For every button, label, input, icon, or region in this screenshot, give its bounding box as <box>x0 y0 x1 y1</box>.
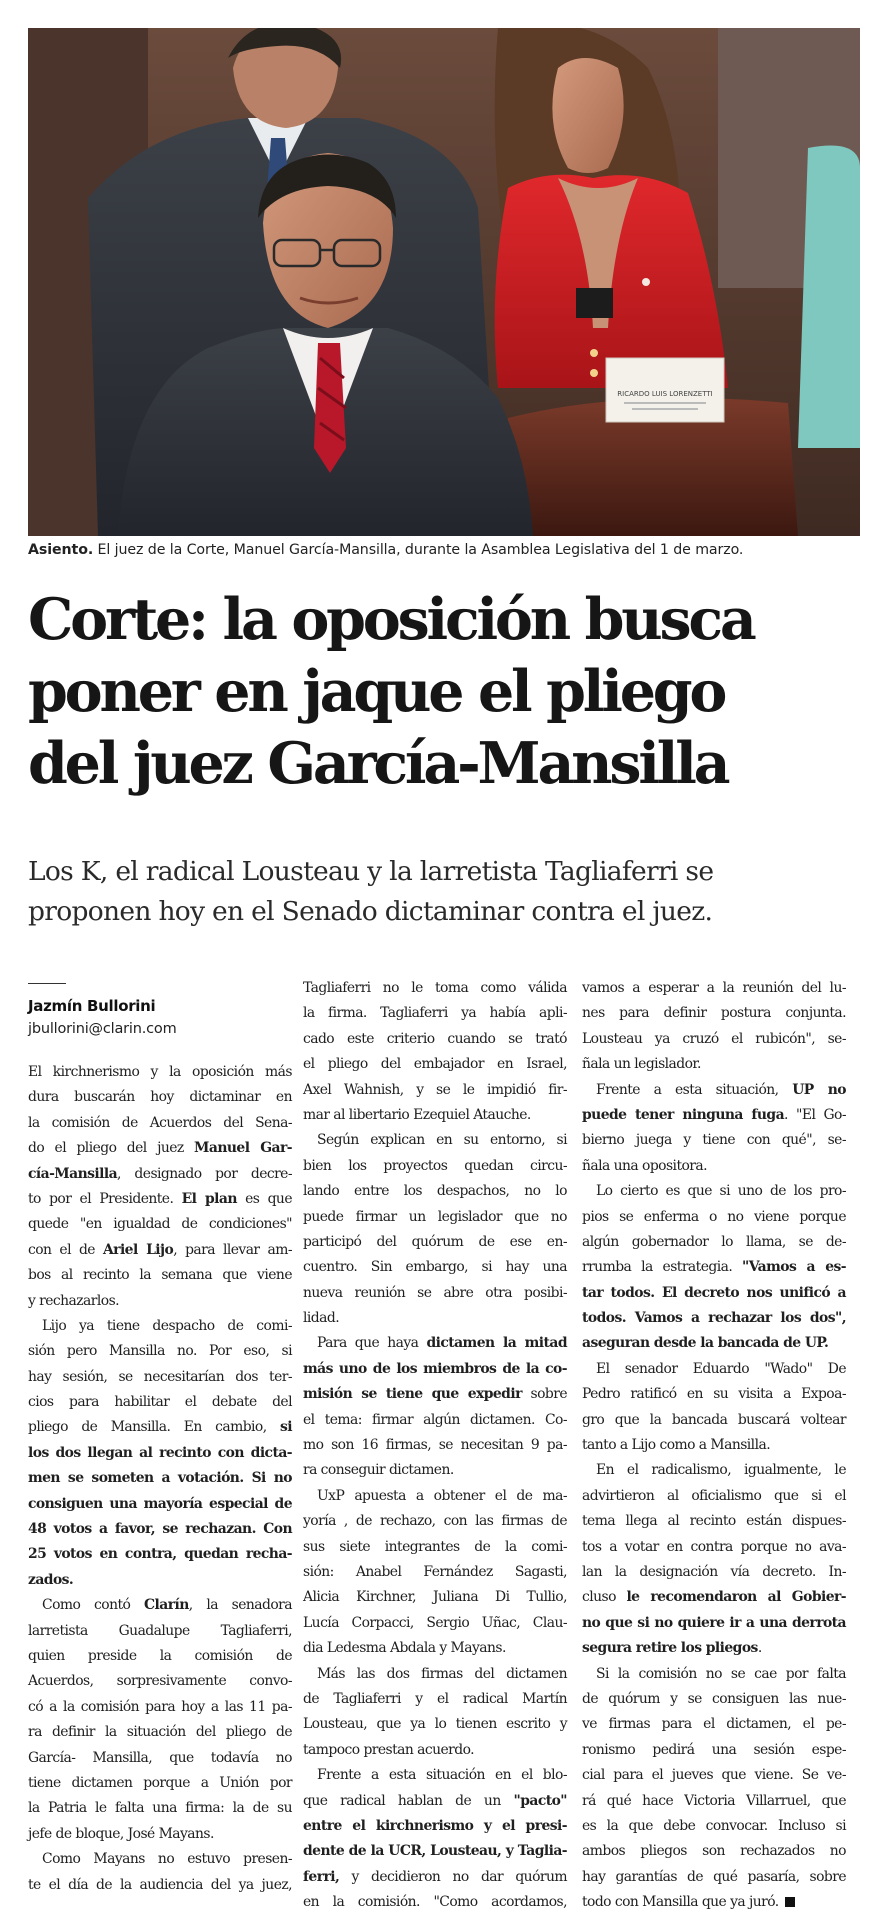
bold-text: cía-Mansilla <box>28 1165 118 1182</box>
byline-divider <box>28 983 66 984</box>
article-line <box>28 1644 292 1669</box>
body-text: ve firmas para el dictamen, el pe- <box>582 1716 846 1733</box>
body-text: Pedro ratificó en su visita a Expoa- <box>582 1386 846 1403</box>
bold-text: ferri, <box>303 1868 340 1885</box>
body-text: tema llega al recinto están dispues- <box>582 1513 846 1530</box>
bold-text: aseguran desde la bancada de UP. <box>582 1335 829 1352</box>
article-column-1 <box>28 1060 292 1898</box>
body-text: que radical hablan de un <box>303 1792 514 1809</box>
body-text: puede firmar un legislador que no <box>303 1208 567 1225</box>
article-line <box>303 1382 567 1407</box>
article-line <box>303 1509 567 1534</box>
body-text: , para llevar am- <box>173 1241 292 1258</box>
body-text: ambos pliegos son rechazados no <box>582 1843 846 1860</box>
article-line <box>303 1255 567 1280</box>
article-line <box>582 1839 846 1864</box>
body-text: ñala una opositora. <box>582 1157 707 1174</box>
article-line <box>303 1611 567 1636</box>
body-text: tanto a Lijo como a Mansilla. <box>582 1437 771 1454</box>
body-text: cado este criterio cuando se trató <box>303 1030 567 1047</box>
bold-text: dente de la UCR, Lousteau, y Taglia- <box>303 1843 567 1860</box>
placard-text: RICARDO LUIS LORENZETTI <box>617 390 713 398</box>
body-text: la Patria le falta una firma: la de su <box>28 1800 292 1817</box>
body-text: larretista Guadalupe Tagliaferri, <box>28 1622 292 1639</box>
article-line <box>28 1238 292 1263</box>
body-text: . "El Go- <box>784 1106 847 1123</box>
bold-text: puede tener ninguna fuga <box>582 1106 785 1123</box>
article-photo <box>28 28 860 536</box>
bold-text: tar todos. El decreto nos unificó a <box>582 1284 846 1301</box>
body-text: Para que haya <box>317 1335 427 1352</box>
body-text: de Tagliaferri y el radical Martín <box>303 1690 567 1707</box>
article-line <box>28 1822 292 1847</box>
article-line <box>303 1585 567 1610</box>
article-line <box>582 1814 846 1839</box>
article-line <box>303 1763 567 1788</box>
article-line <box>28 1796 292 1821</box>
article-line <box>582 1865 846 1890</box>
article-line <box>582 1103 846 1128</box>
article-line <box>582 1636 846 1661</box>
body-text: cios para habilitar el debate del <box>28 1394 292 1411</box>
article-line <box>303 1128 567 1153</box>
article-line <box>28 1517 292 1542</box>
body-text: Axel Wahnish, y se le impidió fir- <box>303 1081 567 1098</box>
article-line <box>303 1738 567 1763</box>
body-text: rrumba la estrategia. <box>582 1259 743 1276</box>
article-line <box>28 1365 292 1390</box>
article-line <box>28 1111 292 1136</box>
article-line <box>303 1331 567 1356</box>
article-line <box>303 1357 567 1382</box>
article-line <box>582 1585 846 1610</box>
article-line <box>303 1484 567 1509</box>
bold-text: Manuel Gar- <box>194 1140 292 1157</box>
article-line <box>303 1636 567 1661</box>
article-line <box>28 1695 292 1720</box>
article-line <box>303 1052 567 1077</box>
body-text: Lijo ya tiene despacho de comi- <box>42 1317 292 1334</box>
body-text: el pliego del embajador en Israel, <box>303 1056 567 1073</box>
article-line <box>582 1382 846 1407</box>
body-text: mar al libertario Ezequiel Atauche. <box>303 1106 531 1123</box>
body-text: tampoco prestan acuerdo. <box>303 1741 475 1758</box>
body-text: dia Ledesma Abdala y Mayans. <box>303 1640 506 1657</box>
body-text: vamos a esperar a la reunión del lu- <box>582 980 846 996</box>
article-line <box>28 1289 292 1314</box>
article-line <box>28 1162 292 1187</box>
body-text: do el pliego del juez <box>28 1140 195 1157</box>
bold-text: misión se tiene que expedir <box>303 1386 522 1403</box>
body-text: , designado por decre- <box>117 1165 292 1182</box>
body-text: y decidieron no dar quórum <box>339 1868 567 1885</box>
article-line <box>28 1771 292 1796</box>
article-line <box>582 1179 846 1204</box>
article-line <box>28 1720 292 1745</box>
body-text: cuentro. Sin embargo, si hay una <box>303 1259 567 1276</box>
bold-text: 25 votos en contra, quedan recha- <box>28 1546 292 1563</box>
article-line <box>28 1060 292 1085</box>
article-line <box>28 1746 292 1771</box>
article-line <box>582 1205 846 1230</box>
bold-text: si <box>280 1419 292 1436</box>
article-line <box>303 1662 567 1687</box>
body-text: es la que debe convocar. Incluso si <box>582 1817 846 1834</box>
body-text: Lousteau ya cruzó el rubicón", se- <box>582 1030 846 1047</box>
article-line <box>303 1535 567 1560</box>
article-column-3 <box>582 976 846 1915</box>
article-line <box>303 1560 567 1585</box>
article-line <box>28 1847 292 1872</box>
body-text: con el de <box>28 1241 103 1258</box>
article-line <box>582 1687 846 1712</box>
body-text: tos a votar en contra porque no ava- <box>582 1538 846 1555</box>
body-text: algún gobernador lo llama, se de- <box>582 1233 846 1250</box>
body-text: có a la comisión para hoy a las 11 pa- <box>28 1698 292 1715</box>
deck-line: proponen hoy en el Senado dictaminar contra el juez. <box>28 896 713 927</box>
body-text: es que <box>236 1190 293 1207</box>
headline-line: Corte: la oposición busca <box>28 586 754 653</box>
article-line <box>28 1466 292 1491</box>
bold-text: zados. <box>28 1571 74 1588</box>
body-text: mo son 16 firmas, se necesitan 9 pa- <box>303 1437 567 1454</box>
article-line <box>303 1027 567 1052</box>
article-column-2 <box>303 976 567 1915</box>
body-text: todo con Mansilla que ya juró. <box>582 1894 779 1911</box>
article-line <box>582 1052 846 1077</box>
article-line <box>28 1085 292 1110</box>
headline-line: poner en jaque el pliego <box>28 658 725 725</box>
body-text: jefe de bloque, José Mayans. <box>28 1825 214 1842</box>
body-text: yoría , de rechazo, con las firmas de <box>303 1513 567 1530</box>
bold-text: consiguen una mayoría especial de <box>28 1495 292 1512</box>
article-line <box>582 1331 846 1356</box>
article-line <box>582 1738 846 1763</box>
body-text: Como contó <box>42 1597 145 1614</box>
article-line <box>303 1154 567 1179</box>
article-line <box>582 1433 846 1458</box>
body-text: . <box>757 1640 762 1657</box>
article-line <box>582 1408 846 1433</box>
article-line <box>582 1662 846 1687</box>
body-text: Según explican en su entorno, si <box>317 1132 567 1149</box>
body-text: En el radicalismo, igualmente, le <box>596 1462 846 1479</box>
body-text: en la comisión. "Como acordamos, <box>303 1894 567 1911</box>
article-line <box>28 1187 292 1212</box>
body-text: ronismo pedirá una sesión espe- <box>582 1741 846 1758</box>
article-line <box>582 1763 846 1788</box>
body-text: UxP apuesta a obtener el de ma- <box>317 1487 567 1504</box>
body-text: hay garantías de qué pasaría, sobre <box>582 1868 846 1885</box>
body-text: y rechazarlos. <box>28 1292 120 1309</box>
body-text: participó del quórum de ese en- <box>303 1233 567 1250</box>
bold-text: dictamen la mitad <box>426 1335 568 1352</box>
bold-text: "pacto" <box>513 1792 567 1809</box>
article-line <box>28 1339 292 1364</box>
article-line <box>28 1542 292 1567</box>
article-line <box>582 1611 846 1636</box>
bold-text: todos. Vamos a rechazar los dos", <box>582 1310 846 1327</box>
bold-text: "Vamos a es- <box>742 1259 846 1276</box>
deck-subtitle <box>28 852 860 932</box>
article-line <box>303 1789 567 1814</box>
body-text: la firma. Tagliaferri ya había apli- <box>303 1005 567 1022</box>
body-text: el tema: firmar algún dictamen. Co- <box>303 1411 567 1428</box>
body-text: bos al recinto la semana que viene <box>28 1267 292 1284</box>
article-line <box>303 1687 567 1712</box>
article-line <box>582 1154 846 1179</box>
article-line <box>28 1314 292 1339</box>
article-line <box>303 1205 567 1230</box>
article-line <box>28 1568 292 1593</box>
body-text: dura buscarán hoy dictaminar en <box>28 1089 292 1106</box>
article-line <box>303 1179 567 1204</box>
article-line <box>28 1873 292 1898</box>
bold-text: los dos llegan al recinto con dicta- <box>28 1444 292 1461</box>
body-text: El kirchnerismo y la oposición más <box>28 1064 292 1080</box>
article-line <box>303 1230 567 1255</box>
body-text: la comisión de Acuerdos del Sena- <box>28 1114 292 1131</box>
article-line <box>303 1458 567 1483</box>
bold-text: segura retire los pliegos <box>582 1640 758 1657</box>
body-text: bien los proyectos quedan circu- <box>303 1157 567 1174</box>
article-line <box>582 1230 846 1255</box>
body-text: Lousteau, que ya lo tienen escrito y <box>303 1716 567 1733</box>
article-line <box>28 1593 292 1618</box>
body-text: sión pero Mansilla no. Por eso, si <box>28 1343 292 1360</box>
body-text: de quórum y se consiguen las nue- <box>582 1690 846 1707</box>
body-text: ra conseguir dictamen. <box>303 1462 454 1479</box>
body-text: nes para definir postura conjunta. <box>582 1005 846 1022</box>
article-line <box>303 1814 567 1839</box>
article-line <box>28 1415 292 1440</box>
bold-text: no que si no quiere ir a una derrota <box>582 1614 846 1631</box>
headline <box>28 584 860 800</box>
article-line <box>303 1408 567 1433</box>
article-line <box>303 1890 567 1915</box>
body-text: pios se enferma o no viene porque <box>582 1208 846 1225</box>
article-line <box>303 1078 567 1103</box>
body-text: Frente a esta situación en el blo- <box>317 1767 567 1784</box>
body-text: Más las dos firmas del dictamen <box>317 1665 567 1682</box>
bold-text: más uno de los miembros de la co- <box>303 1360 567 1377</box>
article-line <box>582 1458 846 1483</box>
article-line <box>303 976 567 1001</box>
body-text: pliego de Mansilla. En cambio, <box>28 1419 280 1436</box>
bold-text: entre el kirchnerismo y el presi- <box>303 1817 567 1834</box>
article-line <box>28 1441 292 1466</box>
article-line <box>582 1357 846 1382</box>
article-line <box>303 1865 567 1890</box>
article-line <box>28 1212 292 1237</box>
body-text: Lucía Corpacci, Sergio Uñac, Clau- <box>303 1614 567 1631</box>
article-line <box>303 1103 567 1128</box>
body-text: ra definir la situación del pliego de <box>28 1724 292 1741</box>
article-line <box>28 1492 292 1517</box>
body-text: hay sesión, se necesitarían dos ter- <box>28 1368 292 1385</box>
article-line <box>582 1281 846 1306</box>
article-line <box>582 1712 846 1737</box>
body-text: , la senadora <box>188 1597 292 1614</box>
article-line <box>582 1078 846 1103</box>
caption-lead: Asiento. <box>28 542 94 558</box>
article-line <box>28 1390 292 1415</box>
article-line <box>582 1535 846 1560</box>
body-text: lan la designación vía decreto. In- <box>582 1563 846 1580</box>
body-text: García- Mansilla, que todavía no <box>28 1749 292 1766</box>
article-line <box>582 1128 846 1153</box>
body-text: Tagliaferri no le toma como válida <box>303 980 567 996</box>
bold-text: 48 votos a favor, se rechazan. Con <box>28 1521 292 1538</box>
end-square-icon <box>785 1897 795 1907</box>
body-text: rá qué hace Victoria Villarruel, que <box>582 1792 846 1809</box>
body-text: cial para el jueves que viene. Se ve- <box>582 1767 846 1784</box>
body-text: nueva reunión se abre otra posibi- <box>303 1284 567 1301</box>
body-text: Lo cierto es que si uno de los pro- <box>596 1183 846 1200</box>
bold-text: Clarín <box>144 1597 189 1614</box>
body-text: quede "en igualdad de condiciones" <box>28 1216 292 1233</box>
body-text: gro que la bancada buscará voltear <box>582 1411 846 1428</box>
body-text: Alicia Kirchner, Juliana Di Tullio, <box>303 1589 567 1606</box>
body-text: to por el Presidente. <box>28 1190 182 1207</box>
body-text: Acuerdos, sorpresivamente convo- <box>28 1673 292 1690</box>
body-text: ñala un legislador. <box>582 1056 701 1073</box>
body-text: sobre <box>521 1386 568 1403</box>
article-line <box>582 1509 846 1534</box>
article-line <box>303 1839 567 1864</box>
article-line <box>582 1255 846 1280</box>
body-text: bierno juega y tiene con qué", se- <box>582 1132 846 1149</box>
body-text: lando entre los despachos, no lo <box>303 1183 567 1200</box>
article-line <box>582 1306 846 1331</box>
headline-line: del juez García-Mansilla <box>28 730 728 797</box>
article-line <box>303 1433 567 1458</box>
body-text: cluso <box>582 1589 627 1606</box>
body-text: quien preside la comisión de <box>28 1647 292 1664</box>
article-line <box>28 1669 292 1694</box>
article-line <box>28 1619 292 1644</box>
deck-line: Los K, el radical Lousteau y la larretista Tagliaferri se <box>28 856 714 887</box>
bold-text: UP no <box>792 1081 846 1098</box>
article-line <box>582 1001 846 1026</box>
article-line <box>582 1484 846 1509</box>
caption-text: El juez de la Corte, Manuel García-Mansilla, durante la Asamblea Legislativa del 1 de marzo. <box>93 542 744 558</box>
body-text: tiene dictamen porque a Unión por <box>28 1774 292 1791</box>
article-line <box>582 1560 846 1585</box>
bold-text: le recomendaron al Gobier- <box>626 1589 846 1606</box>
body-text: advirtieron al oficialismo que si el <box>582 1487 846 1504</box>
article-line <box>582 1789 846 1814</box>
article-line <box>303 1306 567 1331</box>
article-line <box>28 1263 292 1288</box>
body-text: sión: Anabel Fernández Sagasti, <box>303 1563 567 1580</box>
bold-text: Ariel Lijo <box>102 1241 174 1258</box>
photo-caption <box>28 541 860 559</box>
body-text: El senador Eduardo "Wado" De <box>596 1360 846 1377</box>
article-line <box>303 1712 567 1737</box>
body-text: lidad. <box>303 1310 340 1327</box>
article-line <box>582 1890 846 1915</box>
body-text: Como Mayans no estuvo presen- <box>42 1851 292 1868</box>
bold-text: El plan <box>181 1190 237 1207</box>
body-text: te el día de la audiencia del ya juez, <box>28 1876 292 1893</box>
article-line <box>582 1027 846 1052</box>
article-line <box>28 1136 292 1161</box>
body-text: Frente a esta situación, <box>596 1081 793 1098</box>
bold-text: men se someten a votación. Si no <box>28 1470 292 1487</box>
article-line <box>303 1001 567 1026</box>
article-line <box>582 976 846 1001</box>
author-name: Jazmín Bullorini <box>28 997 156 1015</box>
author-email[interactable]: jbullorini@clarin.com <box>28 1021 177 1037</box>
body-text: Si la comisión no se cae por falta <box>596 1665 846 1682</box>
article-line <box>303 1281 567 1306</box>
body-text: sus siete integrantes de la comi- <box>303 1538 567 1555</box>
